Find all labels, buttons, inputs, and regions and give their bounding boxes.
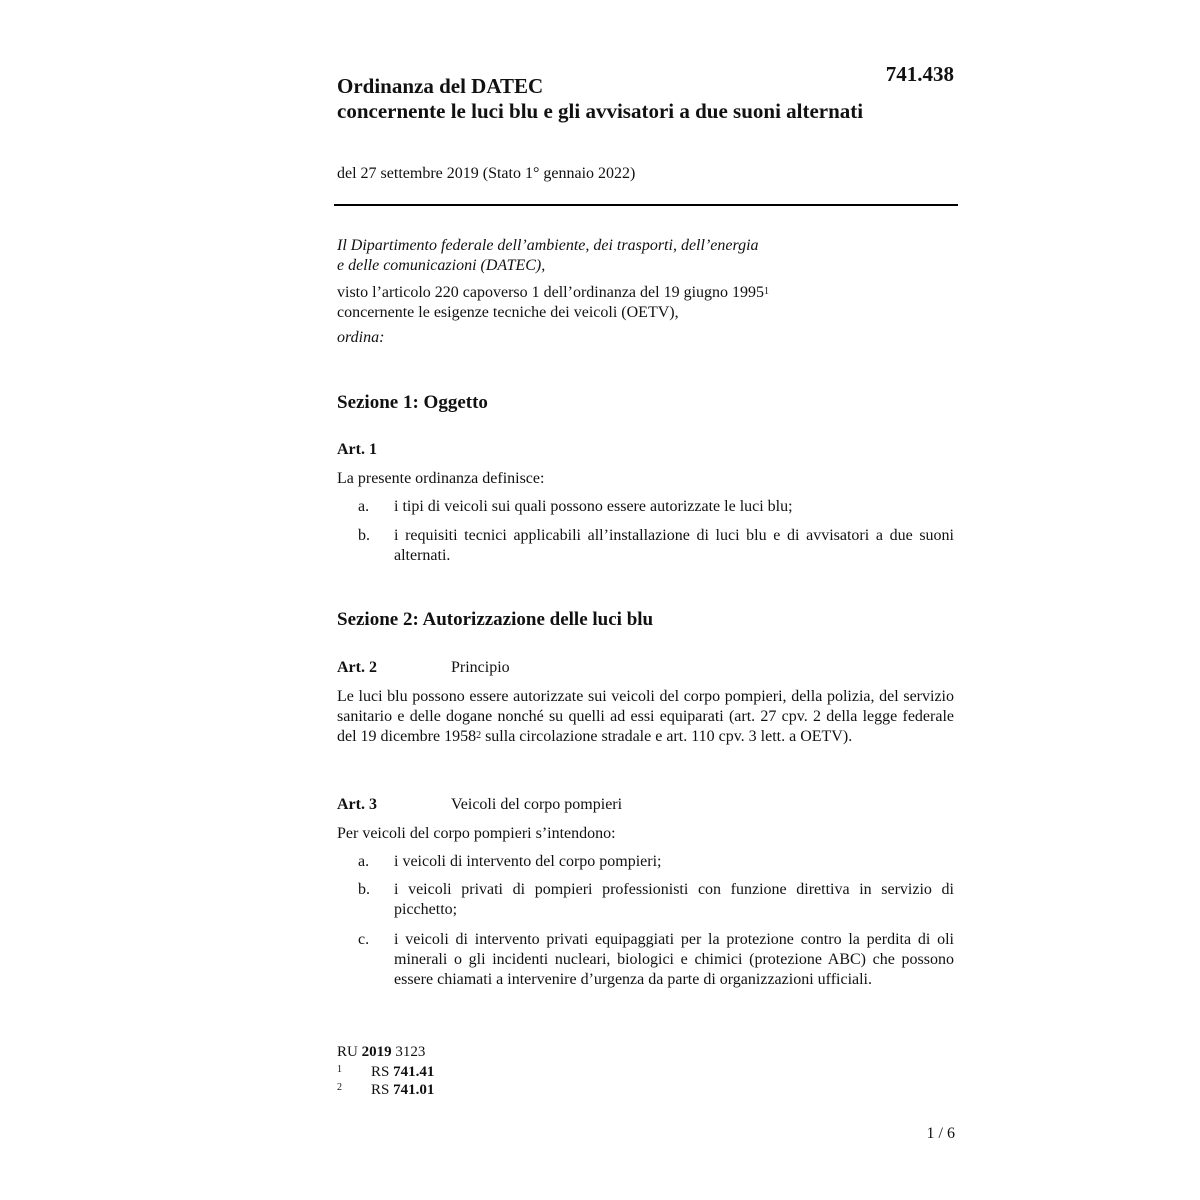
list-item-key: a.	[358, 498, 370, 515]
title-line-1: Ordinanza del DATEC	[337, 74, 544, 98]
ru-prefix: RU	[337, 1044, 358, 1060]
list-item	[358, 930, 958, 1010]
issuer	[337, 236, 759, 276]
sr-number: 741.438	[885, 62, 954, 86]
list-item	[358, 526, 958, 566]
document-title	[337, 74, 863, 124]
section-1-heading: Sezione 1: Oggetto	[337, 392, 488, 413]
ordina: ordina:	[337, 329, 385, 346]
legal-basis-text: visto l’articolo 220 capoverso 1 dell’ordinanza del 19 giugno 1995	[337, 284, 765, 301]
footnote	[337, 1081, 537, 1099]
title-line-2: concernente le luci blu e gli avvisatori a due suoni alternati	[337, 99, 864, 123]
list-item	[358, 852, 958, 872]
art-2-title: Principio	[451, 659, 510, 676]
list-item-text: i veicoli privati di pompieri professionisti con funzione direttiva in servizio di picchetto;	[394, 881, 954, 918]
header-divider	[334, 204, 958, 206]
footnote-number: 2	[337, 1082, 342, 1093]
list-item-text: i veicoli di intervento del corpo pompieri;	[394, 853, 662, 870]
list-item-key: c.	[358, 931, 370, 948]
footnote-ref-1[interactable]: 1	[764, 286, 770, 297]
art-3-label: Art. 3	[337, 796, 377, 813]
ru-reference	[337, 1043, 425, 1061]
legal-basis-line-1	[337, 283, 769, 303]
art-2-text-b: sulla circolazione stradale e art. 110 cpv. 3 lett. a OETV).	[481, 728, 853, 745]
ru-year: 2019	[361, 1044, 392, 1060]
list-item	[358, 497, 958, 517]
list-item-text: i veicoli di intervento privati equipaggiati per la protezione contro la perdita di oli minerali o gli incidenti nucleari, biologici e chimici (protezione ABC) che possono essere chiamati a intervenire d’urgenza da parte di organizzazioni ufficiali.	[394, 931, 954, 988]
art-2-text-a: Le luci blu possono essere autorizzate sui veicoli del corpo pompieri, della polizia, del servizio sanitario e delle dogane nonché su quelli ad essi equiparati (art. 27 cpv. 2 della legge federale del 19 dicembre 1958	[337, 688, 954, 745]
list-item	[358, 880, 958, 920]
ru-page: 3123	[395, 1044, 426, 1060]
issuer-line-1: Il Dipartimento federale dell’ambiente, dei trasporti, dell’energia	[337, 237, 759, 254]
footnote-number: 1	[337, 1064, 342, 1075]
legal-basis	[337, 283, 769, 323]
footnote	[337, 1063, 537, 1081]
art-1-label: Art. 1	[337, 441, 377, 458]
legal-basis-line-2: concernente le esigenze tecniche dei veicoli (OETV),	[337, 304, 679, 321]
issuer-line-2: e delle comunicazioni (DATEC),	[337, 257, 546, 274]
footnote-ref[interactable]: 741.41	[393, 1064, 435, 1080]
art-2-text	[337, 687, 954, 747]
list-item-key: a.	[358, 853, 370, 870]
footnote-prefix: RS	[371, 1082, 390, 1098]
footnote-prefix: RS	[371, 1064, 390, 1080]
art-3-intro: Per veicoli del corpo pompieri s’intendono:	[337, 825, 616, 842]
list-item-key: b.	[358, 881, 370, 898]
section-2-heading: Sezione 2: Autorizzazione delle luci blu	[337, 609, 654, 630]
list-item-text: i requisiti tecnici applicabili all’installazione di luci blu e di avvisatori a due suoni alternati.	[394, 527, 954, 564]
footnote-ref[interactable]: 741.01	[393, 1082, 435, 1098]
art-3-title: Veicoli del corpo pompieri	[451, 796, 623, 813]
document-date: del 27 settembre 2019 (Stato 1° gennaio 2022)	[337, 165, 636, 182]
footnote-text	[371, 1063, 434, 1081]
footnote-ref-2[interactable]: 2	[476, 730, 482, 741]
list-item-text: i tipi di veicoli sui quali possono essere autorizzate le luci blu;	[394, 498, 793, 515]
page-number: 1 / 6	[926, 1125, 955, 1142]
list-item-key: b.	[358, 527, 370, 544]
art-1-intro: La presente ordinanza definisce:	[337, 470, 545, 487]
footnote-text	[371, 1081, 434, 1099]
art-2-label: Art. 2	[337, 659, 377, 676]
